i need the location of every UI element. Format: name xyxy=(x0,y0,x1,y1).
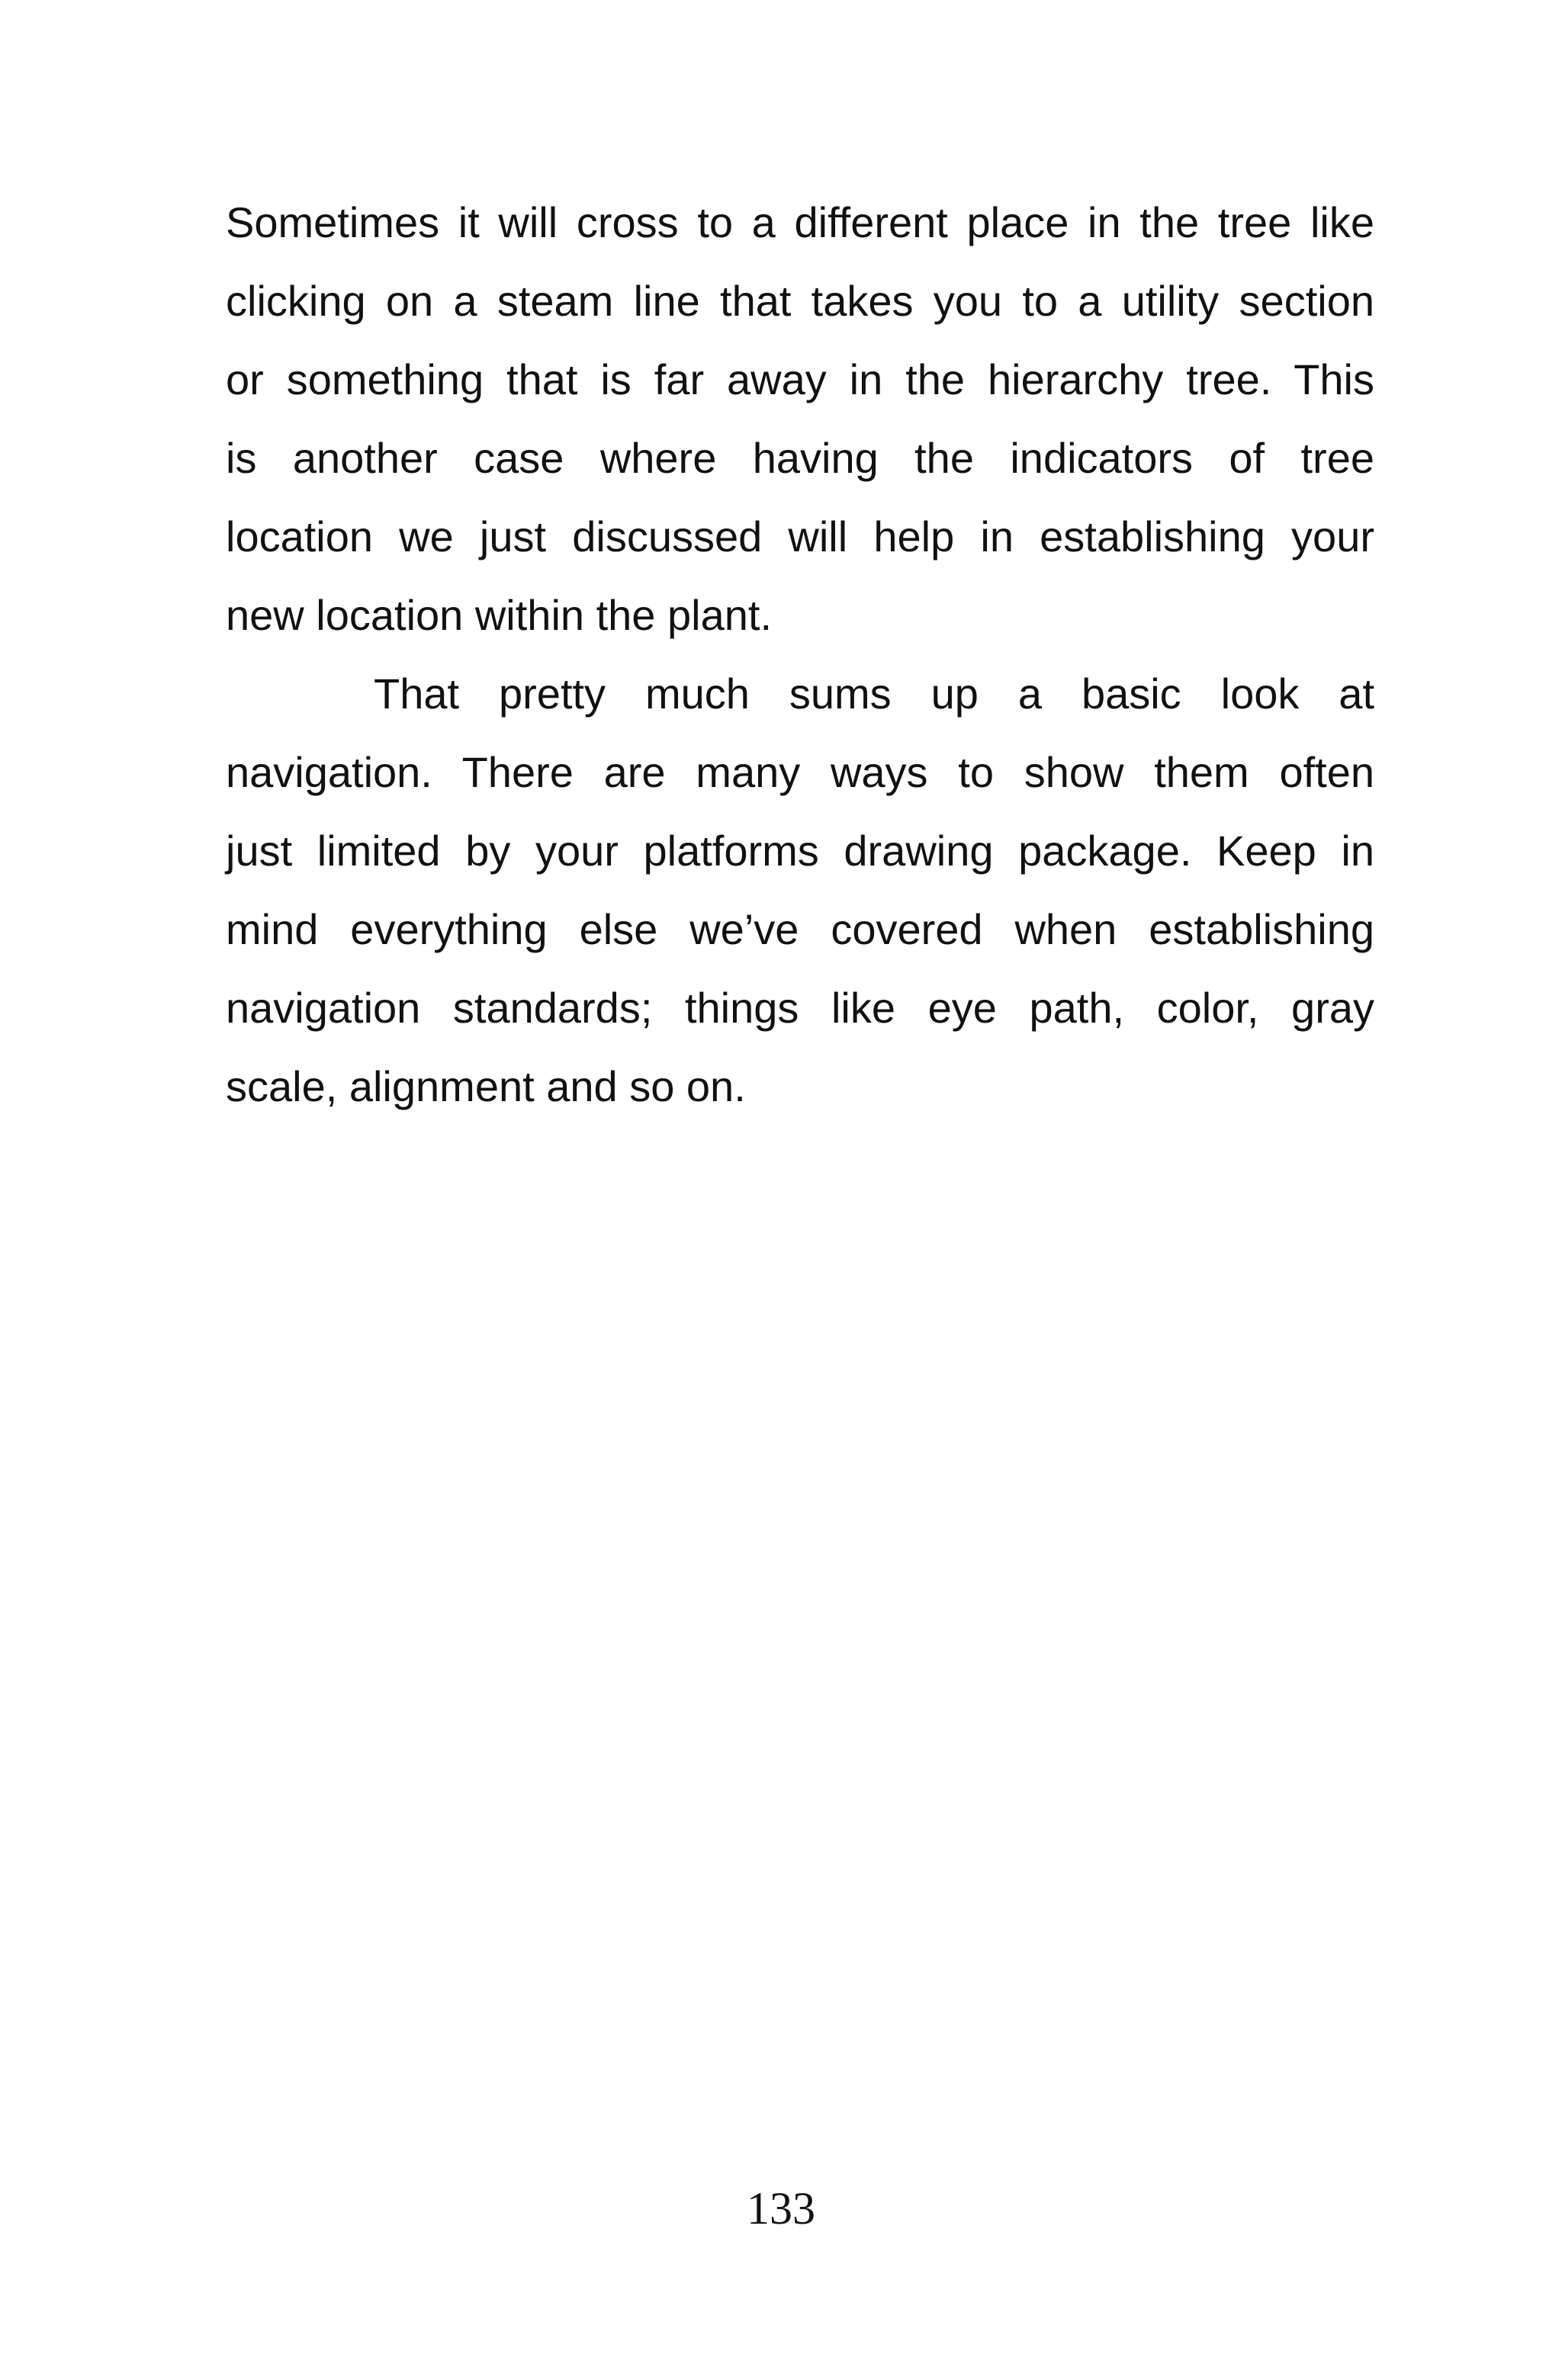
text-line: That pretty much sums up a basic look at xyxy=(374,670,1374,718)
body-text xyxy=(226,183,1374,1126)
text-line: location we just discussed will help in establishing your xyxy=(226,512,1374,560)
paragraph-1 xyxy=(226,183,1374,654)
paragraph-2 xyxy=(226,654,1374,1126)
text-line: scale, alignment and so on. xyxy=(226,1062,746,1110)
text-line: new location within the plant. xyxy=(226,591,772,639)
text-line: or something that is far away in the hierarchy tree. This xyxy=(226,355,1374,403)
text-line: clicking on a steam line that takes you to a utility section xyxy=(226,277,1374,325)
text-line: navigation standards; things like eye path, color, gray xyxy=(226,984,1374,1032)
text-line: just limited by your platforms drawing package. Keep in xyxy=(226,827,1374,875)
text-line: Sometimes it will cross to a different place in the tree like xyxy=(226,198,1374,246)
page-number: 133 xyxy=(747,2183,815,2234)
text-line: navigation. There are many ways to show them often xyxy=(226,748,1374,796)
text-line: mind everything else we’ve covered when establishing xyxy=(226,905,1374,953)
text-line: is another case where having the indicators of tree xyxy=(226,434,1374,482)
